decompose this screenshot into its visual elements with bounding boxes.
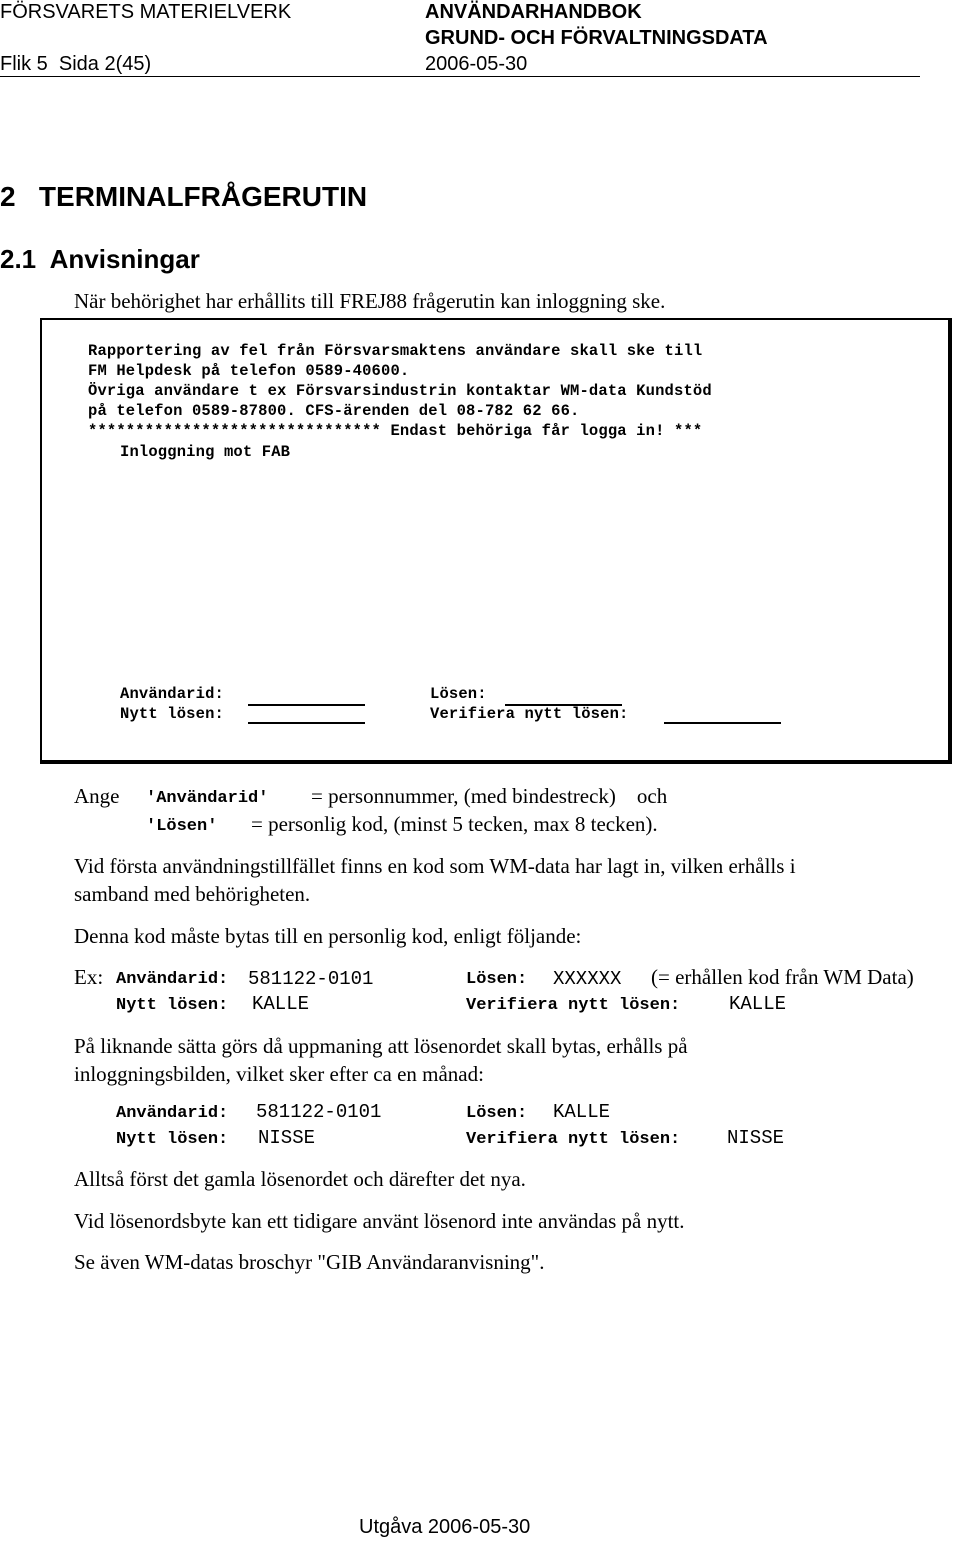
example1-user-value: 581122-0101	[248, 968, 374, 990]
footer-edition: Utgåva 2006-05-30	[359, 1516, 531, 1538]
first-use-text-cont: samband med behörigheten.	[74, 882, 311, 906]
header-org: FÖRSVARETS MATERIELVERK	[0, 1, 292, 23]
userid-code: 'Användarid'	[146, 789, 269, 808]
example2-user-label: Användarid:	[116, 1104, 229, 1123]
header-divider	[0, 76, 920, 77]
terminal-user-label: Användarid:	[120, 685, 224, 703]
intro-text: När behörighet har erhållits till FREJ88 frågerutin kan inloggning ske.	[74, 289, 666, 313]
monthly-text: På liknande sätta görs då uppmaning att lösenordet skall bytas, erhålls på	[74, 1034, 688, 1058]
closing-text: Vid lösenordsbyte kan ett tidigare använt lösenord inte användas på nytt.	[74, 1209, 685, 1233]
example1-user-label: Användarid:	[116, 970, 229, 989]
terminal-verify-field[interactable]	[664, 722, 781, 724]
terminal-line: ******************************* Endast behöriga får logga in! ***	[88, 422, 703, 440]
password-description: = personlig kod, (minst 5 tecken, max 8 tecken).	[251, 812, 658, 836]
example2-password-value: KALLE	[553, 1101, 611, 1123]
closing-text: Se även WM-datas broschyr "GIB Användaranvisning".	[74, 1250, 545, 1274]
example1-verify-label: Verifiera nytt lösen:	[466, 996, 681, 1015]
terminal-new-password-field[interactable]	[248, 722, 365, 724]
terminal-line: Rapportering av fel från Försvarsmaktens användare skall ske till	[88, 342, 703, 360]
example1-password-note: (= erhållen kod från WM Data)	[651, 965, 914, 989]
monthly-text-cont: inloggningsbilden, vilket sker efter ca en månad:	[74, 1062, 484, 1086]
first-use-text: Vid första användningstillfället finns en kod som WM-data har lagt in, vilken erhålls i	[74, 854, 796, 878]
example2-user-value: 581122-0101	[256, 1101, 382, 1123]
example-prefix: Ex:	[74, 965, 104, 989]
terminal-login-title: Inloggning mot FAB	[120, 443, 291, 461]
example1-password-label: Lösen:	[466, 970, 528, 989]
replace-code-text: Denna kod måste bytas till en personlig kod, enligt följande:	[74, 924, 582, 948]
example2-new-label: Nytt lösen:	[116, 1130, 229, 1149]
terminal-line: FM Helpdesk på telefon 0589-40600.	[88, 362, 410, 380]
example1-password-value: XXXXXX	[553, 968, 622, 990]
terminal-verify-label: Verifiera nytt lösen:	[430, 705, 629, 723]
userid-description: = personnummer, (med bindestreck) och	[311, 784, 668, 808]
example1-new-label: Nytt lösen:	[116, 996, 229, 1015]
header-doc-type: ANVÄNDARHANDBOK	[425, 1, 642, 23]
terminal-line: Övriga användare t ex Försvarsindustrin kontaktar WM-data Kundstöd	[88, 382, 712, 400]
example1-verify-value: KALLE	[729, 993, 787, 1015]
header-date: 2006-05-30	[425, 53, 528, 75]
example2-password-label: Lösen:	[466, 1104, 528, 1123]
terminal-line: på telefon 0589-87800. CFS-ärenden del 08-782 62 66.	[88, 402, 580, 420]
header-page-ref: Flik 5 Sida 2(45)	[0, 53, 152, 75]
terminal-password-label: Lösen:	[430, 685, 487, 703]
section-heading: 2 TERMINALFRÅGERUTIN	[0, 181, 368, 212]
terminal-user-field[interactable]	[248, 704, 365, 706]
instructions-ange: Ange	[74, 784, 120, 808]
closing-text: Alltså först det gamla lösenordet och därefter det nya.	[74, 1167, 526, 1191]
header-doc-subtitle: GRUND- OCH FÖRVALTNINGSDATA	[425, 27, 768, 49]
subsection-heading: 2.1 Anvisningar	[0, 244, 200, 274]
example2-verify-label: Verifiera nytt lösen:	[466, 1130, 681, 1149]
example2-new-value: NISSE	[258, 1127, 316, 1149]
example2-verify-value: NISSE	[727, 1127, 785, 1149]
terminal-new-password-label: Nytt lösen:	[120, 705, 224, 723]
password-code: 'Lösen'	[146, 817, 218, 836]
example1-new-value: KALLE	[252, 993, 310, 1015]
